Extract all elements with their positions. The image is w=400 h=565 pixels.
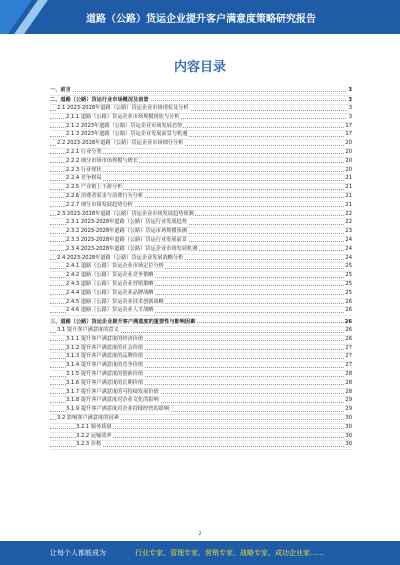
- toc-entry-page: 29: [345, 397, 352, 404]
- toc-entry-page: 23: [345, 228, 352, 235]
- toc-entry[interactable]: [50, 202, 352, 211]
- toc-entry-label: 2.4 2023-2028年道路（公路）货运企业发展战略分析: [57, 254, 184, 261]
- toc-entry-page: 3: [348, 87, 352, 93]
- toc-entry[interactable]: [50, 441, 352, 450]
- toc-entry-page: 25: [345, 289, 352, 296]
- toc-leader-dots: [50, 91, 346, 92]
- toc-entry-page: 27: [345, 362, 352, 369]
- toc-entry[interactable]: [50, 318, 352, 328]
- toc-entry-label: 二、道路（公路）货运行业市场概况及前景: [50, 96, 149, 103]
- toc-entry-label: 3.1.2 提升客户满意度的社会价值: [66, 344, 144, 351]
- toc-entry-page: 29: [345, 406, 352, 413]
- toc-entry-label: 3.2.1 服务质量: [76, 423, 112, 430]
- toc-entry[interactable]: [50, 380, 352, 389]
- toc-entry-label: 2.3.3 2023-2028年道路（公路）货运行业发展前景: [66, 236, 187, 243]
- toc-entry-page: 3: [348, 113, 352, 120]
- toc-entry-label: 3.1.6 提升客户满意度的长期价值: [66, 379, 144, 386]
- toc-entry-page: 22: [345, 219, 352, 226]
- toc-entry-label: 2.2.1 行业分类: [66, 148, 102, 155]
- toc-entry-label: 3.1.7 提升客户满意度的可持续发展价值: [66, 388, 159, 395]
- toc-entry[interactable]: [50, 371, 352, 380]
- footer-slogan: 让每个人都能成为: [50, 549, 106, 557]
- toc-entry-page: 21: [345, 201, 352, 208]
- toc-entry[interactable]: [50, 290, 352, 299]
- toc-heading: 内容目录: [173, 60, 226, 75]
- toc-entry-label: 2.3.4 2023-2028年道路（公路）货运企业市场发展机遇: [66, 245, 198, 252]
- toc-entry-page: 30: [345, 441, 352, 448]
- toc-entry[interactable]: [50, 362, 352, 371]
- toc-entry-label: 2.4.3 道路（公路）货运企业营销策略: [66, 280, 154, 287]
- toc-entry[interactable]: [50, 175, 352, 184]
- toc-entry-label: 三、道路（公路）货运企业提升客户满意度的重要性与影响因素: [50, 318, 196, 325]
- toc-entry[interactable]: [50, 131, 352, 140]
- toc-entry-page: 27: [345, 353, 352, 360]
- toc-entry[interactable]: [50, 158, 352, 167]
- page-header: [0, 0, 400, 34]
- footer-slogan-roles: 行业专家、管理专家、营销专家、战略专家、成功企业家……: [135, 549, 324, 557]
- toc-entry-page: 26: [345, 327, 352, 334]
- toc-entry-label: 3.1.5 提升客户满意度的创新价值: [66, 371, 144, 377]
- toc-entry[interactable]: [50, 96, 352, 106]
- toc-entry[interactable]: [50, 114, 352, 123]
- report-title: 道路（公路）货运企业提升客户满意度策略研究报告: [86, 14, 316, 25]
- toc-entry[interactable]: [50, 184, 352, 193]
- toc-entry-page: 17: [345, 131, 352, 138]
- toc-entry-label: 3.1 提升客户满意度的意义: [57, 327, 119, 334]
- toc-entry-label: 2.2.4 竞争格局: [66, 175, 102, 182]
- toc-entry[interactable]: [50, 228, 352, 237]
- toc-entry-label: 2.4.4 道路（公路）货运企业品牌战略: [66, 289, 154, 296]
- toc-entry-page: 28: [345, 371, 352, 377]
- toc-entry-label: 3.2.3 价格: [76, 441, 102, 448]
- toc-entry-page: 25: [345, 263, 352, 270]
- toc-entry-page: 26: [345, 335, 352, 342]
- toc-entry-page: 20: [345, 140, 352, 147]
- toc-entry-label: 2.4.2 道路（公路）货运企业竞争策略: [66, 272, 154, 279]
- toc-entry-page: 30: [345, 414, 352, 421]
- toc-entry-label: 一、前言: [50, 87, 71, 93]
- toc-entry-page: 20: [345, 157, 352, 164]
- toc-entry[interactable]: [50, 397, 352, 406]
- toc-entry[interactable]: [50, 263, 352, 272]
- toc-entry[interactable]: [50, 193, 352, 202]
- toc-entry[interactable]: [50, 237, 352, 246]
- toc-entry[interactable]: [50, 307, 352, 316]
- toc-entry-page: 30: [345, 423, 352, 430]
- toc-entry-label: 3.1.3 提升客户满意度的品牌价值: [66, 353, 144, 360]
- toc-entry-label: 3.2.2 运输效率: [76, 432, 112, 439]
- toc-entry-label: 2.3.2 2023-2028年道路（公路）货运市场规模预测: [66, 228, 187, 235]
- toc-entry-page: 21: [345, 184, 352, 191]
- toc-entry-label: 2.1.3 2023年道路（公路）货运企业发展前景与机遇: [66, 131, 188, 138]
- toc-entry-label: 2.3.1 2023-2028年道路（公路）货运行业发展趋势: [66, 219, 187, 226]
- page-footer: [0, 541, 400, 565]
- toc-entry-label: 3.2 影响客户满意度的因素: [57, 414, 119, 421]
- toc-entry[interactable]: [50, 336, 352, 345]
- toc-entry-label: 2.1 2023-2028年道路（公路）货运企业市场现状及分析: [57, 105, 189, 111]
- toc-entry[interactable]: [50, 149, 352, 158]
- toc-entry-page: 28: [345, 388, 352, 395]
- toc-entry[interactable]: [50, 86, 352, 96]
- toc-entry-page: 3: [348, 96, 352, 103]
- toc-entry[interactable]: [50, 424, 352, 433]
- toc-entry-label: 2.2.3 行业现状: [66, 166, 102, 173]
- toc-entry-page: 26: [345, 298, 352, 305]
- toc-entry[interactable]: [50, 219, 352, 228]
- toc-entry-page: 25: [345, 280, 352, 287]
- toc-entry-page: 24: [345, 236, 352, 243]
- toc-entry[interactable]: [50, 272, 352, 281]
- toc-entry-page: 24: [345, 245, 352, 252]
- toc-entry-page: 30: [345, 432, 352, 439]
- toc-entry-label: 2.2.6 消费者需求与消费行为分析: [66, 192, 144, 199]
- toc-entry-label: 2.2.2 细分市场市场规模与增长: [66, 157, 138, 164]
- toc-entry[interactable]: [50, 105, 352, 114]
- toc-entry-label: 2.4.5 道路（公路）货运企业技术创新战略: [66, 298, 164, 305]
- toc-entry-label: 2.3 2023-2028年道路（公路）货运企业市场发展趋势预测: [57, 210, 194, 217]
- toc-entry-page: 26: [345, 307, 352, 314]
- toc-entry-page: 26: [344, 318, 352, 325]
- toc-entry[interactable]: [50, 246, 352, 255]
- toc-entry-label: 3.1.4 提升客户满意度的竞争价值: [66, 362, 144, 369]
- toc-entry[interactable]: [50, 406, 352, 415]
- toc-entry[interactable]: [50, 327, 352, 336]
- page-number: 2: [198, 531, 202, 537]
- toc-entry-label: 3.1.8 提升客户满意度对企业文化的影响: [66, 397, 159, 404]
- toc-entry-page: 27: [345, 344, 352, 351]
- toc-entry-page: 24: [345, 254, 352, 261]
- toc-entry-page: 20: [345, 148, 352, 155]
- toc-entry-label: 2.4.1 道路（公路）货运企业市场定位分析: [66, 263, 164, 270]
- toc-entry[interactable]: [50, 281, 352, 290]
- toc-entry-page: 20: [345, 166, 352, 173]
- toc-entry[interactable]: [50, 415, 352, 424]
- toc-entry-label: 2.2 2023-2028年道路（公路）货运企业市场细分分析: [57, 140, 184, 147]
- toc-entry-page: 28: [345, 379, 352, 386]
- toc-entry-page: 21: [345, 175, 352, 182]
- toc-entry[interactable]: [50, 353, 352, 362]
- toc-entry-page: 17: [345, 122, 352, 129]
- toc-entry-page: 21: [345, 192, 352, 199]
- toc-entry-label: 2.1.2 2023年道路（公路）货运企业市场发展态势: [66, 122, 183, 129]
- toc-entry-label: 2.4.6 道路（公路）货运企业人才战略: [66, 307, 154, 314]
- toc-entry-page: 25: [345, 272, 352, 279]
- table-of-contents: [50, 86, 352, 450]
- toc-entry-label: 2.2.7 细分市场发展趋势分析: [66, 201, 133, 208]
- toc-entry[interactable]: [50, 140, 352, 149]
- toc-entry[interactable]: [50, 299, 352, 308]
- toc-entry-label: 2.2.5 产业链上下游分析: [66, 184, 123, 191]
- toc-entry-label: 3.1.9 提升客户满意度对企业持续经营的影响: [66, 406, 170, 413]
- toc-entry-label: 2.1.1 道路（公路）货运企业市场规模现状与分析: [66, 113, 180, 120]
- toc-entry-page: 22: [345, 210, 352, 217]
- toc-entry-label: 3.1.1 提升客户满意度的经济价值: [66, 335, 144, 342]
- toc-entry-page: 3: [348, 105, 352, 111]
